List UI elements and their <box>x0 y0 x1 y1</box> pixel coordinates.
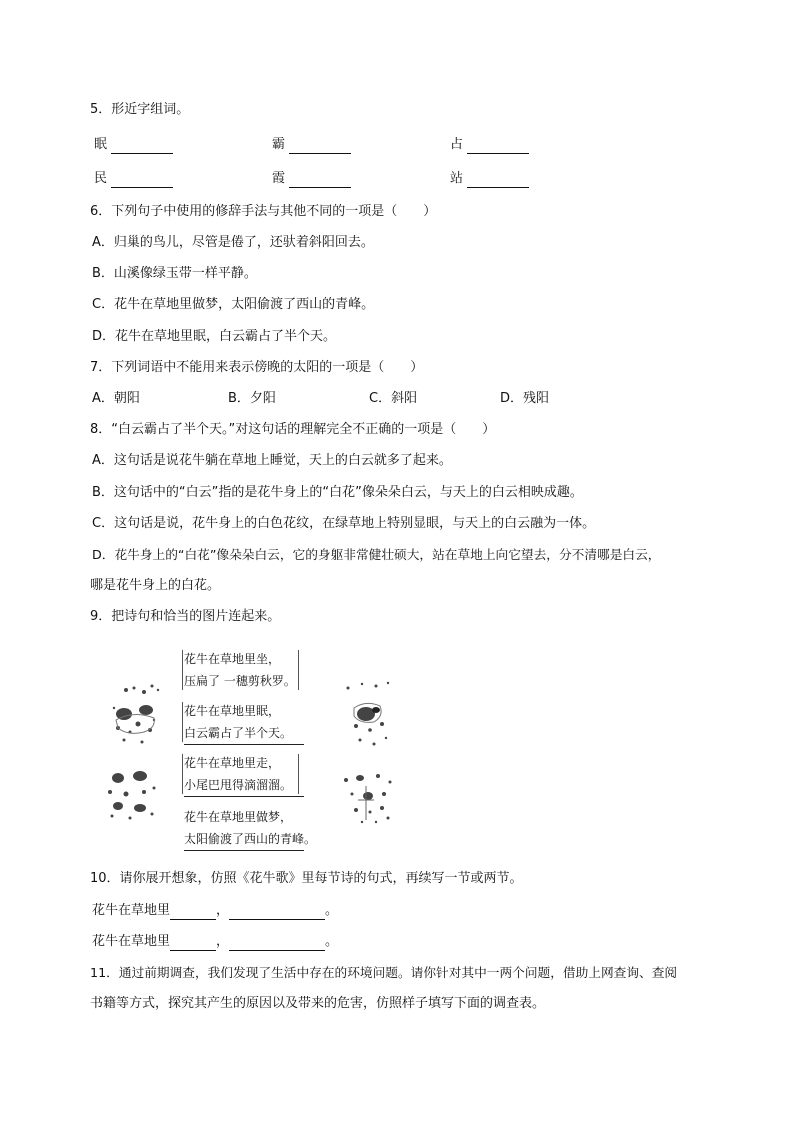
q6-option-c[interactable]: C．花牛在草地里做梦，太阳偷渡了西山的青峰。 <box>92 297 375 312</box>
poem-3-line-1: 花牛在草地里走， <box>184 756 281 770</box>
q8-title: 8．“白云霸占了半个天。”对这句话的理解完全不正确的一项是（ ） <box>90 422 496 437</box>
poem-4-line-2: 太阳偷渡了西山的青峰。 <box>184 828 304 851</box>
q6-title: 6．下列句子中使用的修辞手法与其他不同的一项是（ ） <box>90 204 437 219</box>
poem-1-line-1: 花牛在草地里坐， <box>184 652 281 666</box>
poem-1-line-2: 压扁了 一穗剪秋罗。 <box>184 674 296 688</box>
q5-blank-2[interactable] <box>289 139 351 154</box>
poem-4-line-1: 花牛在草地里做梦， <box>184 810 293 824</box>
poem-card-1[interactable] <box>184 648 304 692</box>
q10-blank-2b[interactable] <box>229 936 325 951</box>
q11-line-2: 书籍等方式，探究其产生的原因以及带来的危害，仿照样子填写下面的调查表。 <box>90 996 546 1011</box>
q8-option-c[interactable]: C．这句话是说，花牛身上的白色花纹，在绿草地上特别显眼，与天上的白云融为一体。 <box>92 516 596 531</box>
q6-option-a[interactable]: A．归巢的鸟儿，尽管是倦了，还驮着斜阳回去。 <box>92 235 374 250</box>
q8-option-b[interactable]: B．这句话中的“白云”指的是花牛身上的“白花”像朵朵白云，与天上的白云相映成趣。 <box>92 485 583 500</box>
poem-card-3[interactable] <box>184 752 304 797</box>
q6-option-b[interactable]: B．山溪像绿玉带一样平静。 <box>92 266 257 281</box>
q5-word-4: 民 <box>94 170 173 188</box>
q10-line-2: 花牛在草地里 ， 。 <box>92 934 339 949</box>
q5-blank-5[interactable] <box>289 173 351 188</box>
poem-bracket-1-left <box>182 650 183 690</box>
q5-blank-4[interactable] <box>111 173 173 188</box>
q5-blank-1[interactable] <box>111 139 173 154</box>
q6-option-d[interactable]: D．花牛在草地里眠，白云霸占了半个天。 <box>92 329 337 344</box>
cow-picture-1[interactable] <box>104 680 166 748</box>
q10-blank-1b[interactable] <box>229 905 325 920</box>
q7-option-b[interactable]: B．夕阳 <box>228 391 276 406</box>
q5-blank-3[interactable] <box>467 139 529 154</box>
q5-word-2: 霸 <box>272 136 351 154</box>
poem-bracket-3-left <box>182 754 183 794</box>
q5-word-5: 霞 <box>272 170 351 188</box>
q7-option-c[interactable]: C．斜阳 <box>369 391 418 406</box>
q10-title: 10．请你展开想象，仿照《花牛歌》里每节诗的句式，再续写一节或两节。 <box>90 871 523 886</box>
poem-2-line-2: 白云霸占了半个天。 <box>184 722 304 745</box>
q11-line-1: 11．通过前期调查，我们发现了生活中存在的环境问题。请你针对其中一两个问题，借助上网查询、查阅 <box>90 965 678 980</box>
q10-blank-1a[interactable] <box>170 905 216 920</box>
q10-line-1: 花牛在草地里 ， 。 <box>92 903 339 918</box>
poem-bracket-2-left <box>182 702 183 742</box>
q5-blank-6[interactable] <box>467 173 529 188</box>
q7-option-a[interactable]: A．朝阳 <box>92 391 140 406</box>
q5-word-6: 站 <box>450 170 529 188</box>
q7-option-d[interactable]: D．残阳 <box>500 391 550 406</box>
q5-word-1: 眠 <box>94 136 173 154</box>
poem-3-line-2: 小尾巴甩得滴溜溜。 <box>184 774 304 797</box>
q5-title: 5．形近字组词。 <box>90 102 190 117</box>
poem-2-line-1: 花牛在草地里眠， <box>184 704 281 718</box>
cow-picture-2[interactable] <box>340 680 398 750</box>
q8-option-a[interactable]: A．这句话是说花牛躺在草地上睡觉，天上的白云就多了起来。 <box>92 453 452 468</box>
cow-picture-3[interactable] <box>100 766 164 822</box>
q8-option-d-continued: 哪是花牛身上的白花。 <box>90 578 221 593</box>
q9-title: 9．把诗句和恰当的图片连起来。 <box>90 609 281 624</box>
cow-picture-4[interactable] <box>338 770 398 826</box>
poem-card-4[interactable] <box>184 806 317 851</box>
q10-blank-2a[interactable] <box>170 936 216 951</box>
poem-card-2[interactable] <box>184 700 304 745</box>
q8-option-d[interactable]: D．花牛身上的“白花”像朵朵白云，它的身躯非常健壮硕大，站在草地上向它望去，分不清哪是白云， <box>92 547 661 562</box>
q7-title: 7．下列词语中不能用来表示傍晚的太阳的一项是（ ） <box>90 360 424 375</box>
q5-word-3: 占 <box>450 136 529 154</box>
